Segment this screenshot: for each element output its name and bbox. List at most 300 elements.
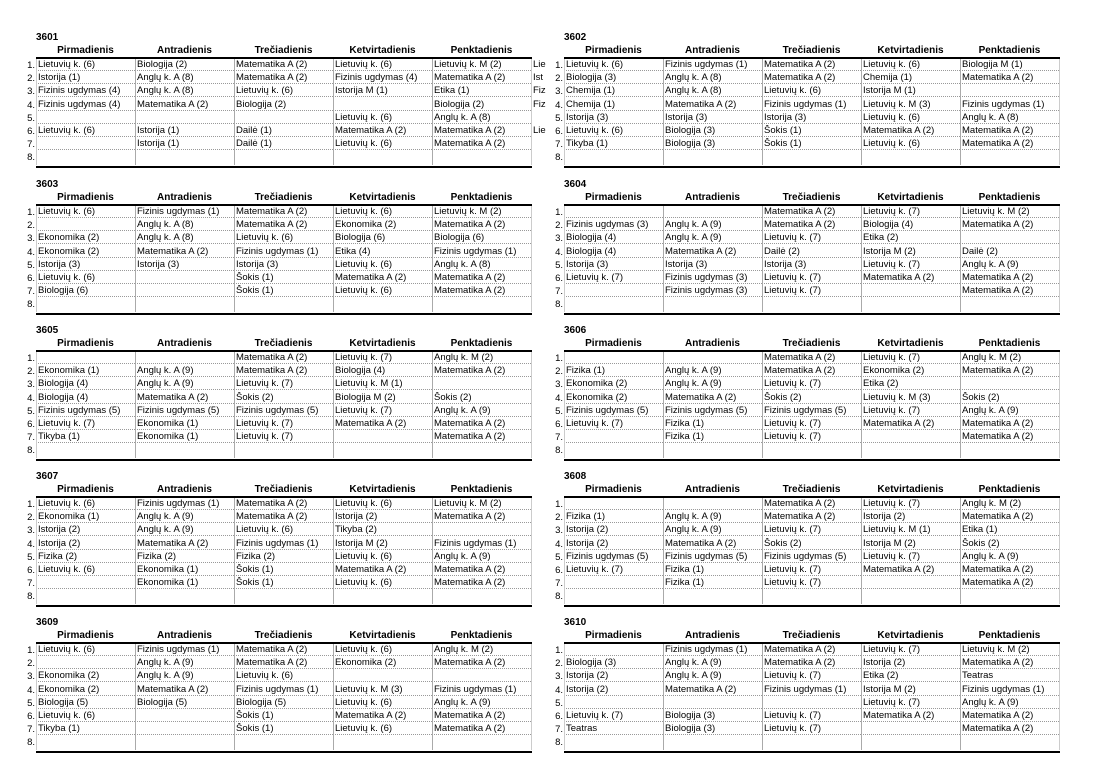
lesson-cell: Matematika A (2): [663, 392, 762, 404]
lesson-cell: Istorija (3): [135, 259, 234, 271]
lesson-row: [550, 590, 1060, 603]
lesson-cell: Fizika (2): [234, 551, 333, 563]
lesson-cell: Lietuvių k. (6): [36, 498, 135, 510]
day-header: Ketvirtadienis: [349, 338, 416, 349]
lesson-cell: Matematika A (2): [432, 657, 531, 669]
lesson-cell: [564, 431, 663, 443]
lesson-cell: Matematika A (2): [135, 99, 234, 111]
day-header: Pirmadienis: [57, 45, 114, 56]
lesson-cell: [960, 298, 1059, 310]
lesson-cell: Anglų k. A (8): [432, 259, 531, 271]
lesson-cell: Matematika A (2): [234, 365, 333, 377]
lesson-cell: Teatras: [564, 723, 663, 735]
lesson-cell: Matematika A (2): [432, 125, 531, 137]
lesson-number: 8.: [27, 152, 35, 164]
column-separator: [531, 352, 532, 458]
lesson-cell: Anglų k. A (9): [663, 378, 762, 390]
lesson-cell: Biologija (3): [663, 125, 762, 137]
day-header: Ketvirtadienis: [349, 484, 416, 495]
lesson-row: [22, 259, 532, 272]
column-separator: [333, 498, 334, 604]
lesson-number: 1.: [27, 353, 35, 364]
lesson-row: [550, 431, 1060, 444]
lesson-number: 5.: [555, 697, 563, 709]
day-header: Antradienis: [156, 338, 212, 349]
lesson-cell: Lietuvių k. (7): [36, 418, 135, 430]
lesson-cell: Fizinis ugdymas (1): [432, 684, 531, 696]
lesson-cell: Istorija (3): [663, 112, 762, 124]
day-header-row: [36, 629, 532, 642]
lesson-row: [22, 85, 532, 98]
lesson-cell: Dailė (1): [234, 138, 333, 150]
lesson-cell: Lietuvių k. (6): [333, 285, 432, 297]
column-separator: [762, 352, 763, 458]
lesson-cell: Matematika A (2): [234, 219, 333, 231]
lesson-cell: Matematika A (2): [432, 723, 531, 735]
lesson-cell: [432, 736, 531, 748]
lesson-number: 5.: [555, 112, 563, 124]
lesson-cell: [762, 151, 861, 163]
lesson-cell: Fizinis ugdymas (5): [663, 551, 762, 563]
day-header: Trečiadienis: [782, 192, 841, 203]
lesson-cell: Anglų k. A (9): [960, 259, 1059, 271]
lesson-cell: Lietuvių k. M (1): [333, 378, 432, 390]
lesson-cell: Šokis (2): [432, 392, 531, 404]
lesson-cell: [135, 352, 234, 364]
lesson-number: 6.: [27, 419, 35, 430]
lesson-cell: [333, 444, 432, 456]
timetable-3607: [22, 471, 518, 606]
lesson-number: 3.: [27, 86, 35, 98]
lesson-number: 7.: [27, 432, 35, 444]
lesson-number: 7.: [27, 578, 35, 590]
day-header: Trečiadienis: [782, 484, 841, 495]
lesson-cell: Ekonomika (1): [36, 365, 135, 377]
lesson-cell: Matematika A (2): [234, 657, 333, 669]
lesson-cell: [432, 444, 531, 456]
lesson-cell: Matematika A (2): [960, 657, 1059, 669]
column-separator: [762, 59, 763, 165]
column-separator: [234, 498, 235, 604]
lesson-row: [22, 246, 532, 259]
lesson-cell: Lietuvių k. M (3): [861, 99, 960, 111]
lesson-cell: [333, 99, 432, 111]
lesson-cell: Anglų k. A (8): [960, 112, 1059, 124]
day-header: Trečiadienis: [254, 338, 313, 349]
lesson-cell: Matematika A (2): [432, 418, 531, 430]
timetable-class-id: 3610: [564, 617, 587, 628]
lesson-row: [550, 405, 1060, 418]
lesson-cell: Biologija (4): [36, 378, 135, 390]
lesson-cell: Lietuvių k. (6): [234, 670, 333, 682]
lesson-cell: [861, 590, 960, 602]
lesson-row: [550, 511, 1060, 524]
day-header: Pirmadienis: [57, 630, 114, 641]
lesson-cell: Istorija (3): [36, 259, 135, 271]
lesson-cell: Istorija M (1): [333, 85, 432, 97]
lesson-cell: [234, 736, 333, 748]
lesson-number: 2.: [27, 512, 35, 524]
column-separator: [234, 352, 235, 458]
lesson-row: [22, 285, 532, 298]
day-header-row: [564, 191, 1060, 204]
day-header: Pirmadienis: [585, 484, 642, 495]
lesson-cell: Istorija (3): [564, 112, 663, 124]
lesson-cell: Istorija M (2): [333, 538, 432, 550]
column-separator: [432, 644, 433, 750]
lesson-cell: [861, 577, 960, 589]
timetable-class-id: 3605: [36, 325, 59, 336]
lesson-number: 7.: [555, 578, 563, 590]
column-separator: [960, 498, 961, 604]
lesson-cell: Biologija (6): [432, 232, 531, 244]
lesson-cell: Matematika A (2): [762, 352, 861, 364]
column-separator: [135, 352, 136, 458]
lesson-number: 4.: [555, 538, 563, 550]
lesson-cell: Istorija M (1): [861, 85, 960, 97]
lesson-cell: [333, 298, 432, 310]
lesson-cell: [762, 298, 861, 310]
lesson-cell: Istorija (2): [564, 524, 663, 536]
lesson-cell: Ekonomika (2): [36, 246, 135, 258]
lesson-cell: Tikyba (1): [36, 431, 135, 443]
lesson-cell: Anglų k. A (9): [135, 657, 234, 669]
lesson-cell: Lietuvių k. (7): [564, 564, 663, 576]
day-header: Trečiadienis: [254, 192, 313, 203]
lesson-cell: Anglų k. A (9): [135, 670, 234, 682]
day-header-row: [36, 44, 532, 57]
lesson-cell: [333, 670, 432, 682]
lesson-cell: [861, 151, 960, 163]
lesson-cell: Anglų k. A (9): [432, 405, 531, 417]
lesson-row: [550, 392, 1060, 405]
lesson-cell: [234, 590, 333, 602]
column-separator: [333, 59, 334, 165]
lesson-row: [22, 511, 532, 524]
lesson-cell: [135, 298, 234, 310]
lesson-cell: Lietuvių k. (6): [333, 551, 432, 563]
lesson-number: 7.: [555, 432, 563, 444]
lesson-cell: Matematika A (2): [960, 418, 1059, 430]
lesson-cell: Fizinis ugdymas (5): [36, 405, 135, 417]
lesson-cell: Biologija (5): [135, 697, 234, 709]
lesson-cell: Fizinis ugdymas (5): [663, 405, 762, 417]
lesson-row: [550, 444, 1060, 457]
lesson-cell: [564, 590, 663, 602]
column-separator: [36, 59, 37, 165]
lesson-row: [22, 206, 532, 219]
lesson-cell: Matematika A (2): [762, 644, 861, 656]
lesson-cell: Ekonomika (1): [135, 431, 234, 443]
day-header: Antradienis: [156, 192, 212, 203]
lesson-cell: [663, 298, 762, 310]
lesson-cell: Teatras: [960, 670, 1059, 682]
lesson-cell: Lietuvių k. (6): [564, 125, 663, 137]
lesson-row: [550, 99, 1060, 112]
lesson-cell: Chemija (1): [861, 72, 960, 84]
lesson-cell: Anglų k. A (9): [663, 365, 762, 377]
lesson-cell: Matematika A (2): [432, 285, 531, 297]
day-header: Pirmadienis: [585, 630, 642, 641]
column-separator: [564, 59, 565, 165]
lesson-cell: Šokis (1): [234, 577, 333, 589]
day-header: Penktadienis: [978, 45, 1041, 56]
lesson-cell: Šokis (2): [762, 538, 861, 550]
lesson-cell: Lietuvių k. (7): [234, 378, 333, 390]
lesson-cell: Matematika A (2): [762, 498, 861, 510]
lesson-row: [22, 298, 532, 311]
lesson-cell: Lietuvių k. (6): [36, 206, 135, 218]
timetable-class-id: 3601: [36, 32, 59, 43]
lesson-cell: Anglų k. M (2): [960, 498, 1059, 510]
day-header: Antradienis: [684, 630, 740, 641]
lesson-row: [550, 232, 1060, 245]
overflow-text: Lie: [533, 125, 546, 136]
lesson-cell: Matematika A (2): [960, 272, 1059, 284]
day-header-row: [564, 629, 1060, 642]
column-separator: [960, 644, 961, 750]
lesson-cell: Matematika A (2): [432, 219, 531, 231]
lesson-cell: Fizinis ugdymas (5): [234, 405, 333, 417]
lesson-number: 3.: [555, 86, 563, 98]
lesson-cell: [861, 285, 960, 297]
lesson-number: 7.: [27, 139, 35, 151]
lesson-cell: Matematika A (2): [861, 272, 960, 284]
day-header: Trečiadienis: [782, 338, 841, 349]
lesson-cell: Anglų k. A (9): [663, 670, 762, 682]
lesson-cell: Istorija (1): [135, 125, 234, 137]
lesson-cell: Fizika (1): [663, 564, 762, 576]
lesson-cell: Anglų k. A (8): [135, 219, 234, 231]
bottom-rule: [564, 459, 1060, 461]
lesson-cell: [432, 670, 531, 682]
lesson-cell: Matematika A (2): [762, 72, 861, 84]
timetable-class-id: 3603: [36, 179, 59, 190]
lesson-cell: Ekonomika (1): [135, 564, 234, 576]
lesson-cell: [36, 736, 135, 748]
lesson-number: 1.: [27, 499, 35, 510]
lesson-cell: Lietuvių k. (7): [861, 405, 960, 417]
lesson-number: 7.: [27, 286, 35, 298]
timetable-3601: [22, 32, 518, 167]
lesson-cell: Lietuvių k. (7): [762, 577, 861, 589]
day-header: Ketvirtadienis: [349, 45, 416, 56]
lesson-cell: Anglų k. A (9): [663, 511, 762, 523]
lesson-cell: Fizinis ugdymas (1): [960, 99, 1059, 111]
lesson-number: 1.: [27, 645, 35, 656]
lesson-cell: Etika (4): [333, 246, 432, 258]
lesson-cell: [663, 206, 762, 218]
lesson-number: 5.: [555, 259, 563, 271]
column-separator: [135, 206, 136, 312]
lesson-cell: Matematika A (2): [432, 577, 531, 589]
lesson-cell: Matematika A (2): [333, 710, 432, 722]
column-separator: [333, 206, 334, 312]
column-separator: [135, 59, 136, 165]
lesson-row: [22, 577, 532, 590]
lesson-cell: Matematika A (2): [234, 498, 333, 510]
lesson-cell: Ekonomika (1): [36, 511, 135, 523]
lesson-cell: [564, 285, 663, 297]
lesson-cell: Lietuvių k. M (2): [432, 206, 531, 218]
lesson-number: 7.: [555, 724, 563, 736]
day-header: Pirmadienis: [585, 192, 642, 203]
lesson-cell: Lietuvių k. (7): [762, 564, 861, 576]
day-header: Pirmadienis: [57, 484, 114, 495]
lesson-cell: [135, 710, 234, 722]
column-separator: [861, 59, 862, 165]
lesson-cell: [564, 577, 663, 589]
lesson-cell: Matematika A (2): [960, 710, 1059, 722]
lesson-cell: Fizinis ugdymas (1): [663, 644, 762, 656]
timetable-3608: [550, 471, 1046, 606]
lesson-row: [22, 59, 532, 72]
lesson-number: 3.: [555, 671, 563, 683]
bottom-rule: [564, 166, 1060, 168]
column-separator: [663, 59, 664, 165]
lesson-number: 4.: [27, 538, 35, 550]
lesson-cell: Matematika A (2): [960, 72, 1059, 84]
lesson-number: 1.: [555, 499, 563, 510]
lesson-cell: Matematika A (2): [135, 392, 234, 404]
lesson-cell: [663, 151, 762, 163]
lesson-cell: [135, 444, 234, 456]
lesson-cell: Fizinis ugdymas (1): [762, 99, 861, 111]
lesson-cell: Lietuvių k. (7): [333, 352, 432, 364]
lesson-cell: Matematika A (2): [960, 219, 1059, 231]
lesson-cell: Fizinis ugdymas (1): [234, 684, 333, 696]
lesson-row: [22, 392, 532, 405]
column-separator: [531, 644, 532, 750]
lesson-cell: [861, 431, 960, 443]
lesson-cell: Istorija (3): [564, 259, 663, 271]
day-header: Pirmadienis: [585, 45, 642, 56]
column-separator: [564, 644, 565, 750]
lesson-number: 4.: [27, 684, 35, 696]
day-header: Ketvirtadienis: [877, 484, 944, 495]
bottom-rule: [564, 313, 1060, 315]
column-separator: [234, 644, 235, 750]
lesson-cell: Lietuvių k. (6): [762, 85, 861, 97]
lesson-number: 1.: [555, 60, 563, 71]
lesson-cell: Biologija (5): [36, 697, 135, 709]
column-separator: [36, 352, 37, 458]
lesson-cell: Šokis (1): [234, 564, 333, 576]
lesson-row: [550, 564, 1060, 577]
lesson-cell: Lietuvių k. (6): [36, 710, 135, 722]
lesson-cell: Matematika A (2): [432, 564, 531, 576]
lesson-cell: Fizinis ugdymas (3): [663, 285, 762, 297]
column-separator: [762, 644, 763, 750]
lesson-number: 8.: [555, 445, 563, 457]
lesson-number: 4.: [27, 246, 35, 258]
lesson-cell: Fizika (2): [135, 551, 234, 563]
day-header: Trečiadienis: [254, 484, 313, 495]
lesson-cell: Etika (2): [861, 232, 960, 244]
lesson-cell: Biologija (2): [432, 99, 531, 111]
lesson-cell: Fizinis ugdymas (4): [36, 85, 135, 97]
lesson-cell: Anglų k. A (8): [135, 72, 234, 84]
lesson-row: [22, 272, 532, 285]
lesson-cell: [432, 151, 531, 163]
lesson-number: 3.: [27, 233, 35, 245]
lesson-cell: Anglų k. A (8): [663, 85, 762, 97]
timetable-3610: [550, 617, 1046, 752]
lesson-cell: Matematika A (2): [333, 272, 432, 284]
lesson-cell: Fizinis ugdymas (5): [135, 405, 234, 417]
lesson-number: 6.: [27, 565, 35, 576]
timetable-3606: [550, 325, 1046, 460]
lesson-cell: Istorija (2): [861, 511, 960, 523]
lesson-cell: Šokis (1): [762, 125, 861, 137]
lesson-number: 5.: [555, 405, 563, 417]
lesson-cell: Matematika A (2): [234, 59, 333, 71]
lesson-number: 3.: [27, 379, 35, 391]
lesson-cell: Lietuvių k. (6): [36, 59, 135, 71]
lesson-number: 8.: [27, 445, 35, 457]
lesson-cell: Lietuvių k. (7): [762, 431, 861, 443]
lesson-number: 5.: [27, 551, 35, 563]
lesson-cell: Fizinis ugdymas (1): [762, 684, 861, 696]
lesson-cell: Etika (1): [432, 85, 531, 97]
lesson-cell: Lietuvių k. (6): [333, 138, 432, 150]
lesson-cell: Lietuvių k. (7): [861, 259, 960, 271]
lesson-cell: Lietuvių k. (7): [333, 405, 432, 417]
lesson-cell: Šokis (2): [234, 392, 333, 404]
lesson-cell: Matematika A (2): [762, 59, 861, 71]
day-header: Penktadienis: [978, 630, 1041, 641]
lesson-number: 1.: [555, 353, 563, 364]
lesson-cell: Matematika A (2): [762, 365, 861, 377]
lesson-row: [550, 365, 1060, 378]
column-separator: [135, 644, 136, 750]
lesson-cell: Lietuvių k. (7): [762, 378, 861, 390]
lesson-number: 3.: [27, 525, 35, 537]
lesson-cell: Biologija (4): [861, 219, 960, 231]
lesson-number: 1.: [27, 60, 35, 71]
overflow-text: Fiz: [533, 98, 546, 110]
lesson-cell: Ekonomika (2): [861, 365, 960, 377]
lesson-row: [22, 498, 532, 511]
lesson-cell: [432, 298, 531, 310]
lesson-cell: Matematika A (2): [432, 710, 531, 722]
lesson-cell: Fizinis ugdymas (3): [663, 272, 762, 284]
timetable-3602: [550, 32, 1046, 167]
lesson-cell: Matematika A (2): [960, 365, 1059, 377]
lesson-row: [550, 298, 1060, 311]
lesson-cell: Lietuvių k. (6): [333, 112, 432, 124]
lesson-cell: [432, 590, 531, 602]
lesson-cell: Anglų k. M (2): [432, 352, 531, 364]
lesson-cell: Lietuvių k. (7): [234, 418, 333, 430]
lesson-number: 3.: [555, 379, 563, 391]
lesson-cell: [234, 112, 333, 124]
day-header: Pirmadienis: [585, 338, 642, 349]
lesson-cell: Matematika A (2): [333, 564, 432, 576]
lesson-row: [550, 138, 1060, 151]
lesson-cell: [663, 352, 762, 364]
lesson-cell: Lietuvių k. M (3): [333, 684, 432, 696]
lesson-cell: Lietuvių k. (6): [333, 206, 432, 218]
lesson-cell: Anglų k. A (9): [960, 697, 1059, 709]
lesson-row: [550, 151, 1060, 164]
overflow-text: Ist: [533, 72, 544, 84]
lesson-cell: Anglų k. A (9): [135, 378, 234, 390]
lesson-cell: Lietuvių k. (7): [762, 670, 861, 682]
lesson-cell: Matematika A (2): [432, 511, 531, 523]
lesson-row: [22, 405, 532, 418]
day-header: Antradienis: [156, 630, 212, 641]
